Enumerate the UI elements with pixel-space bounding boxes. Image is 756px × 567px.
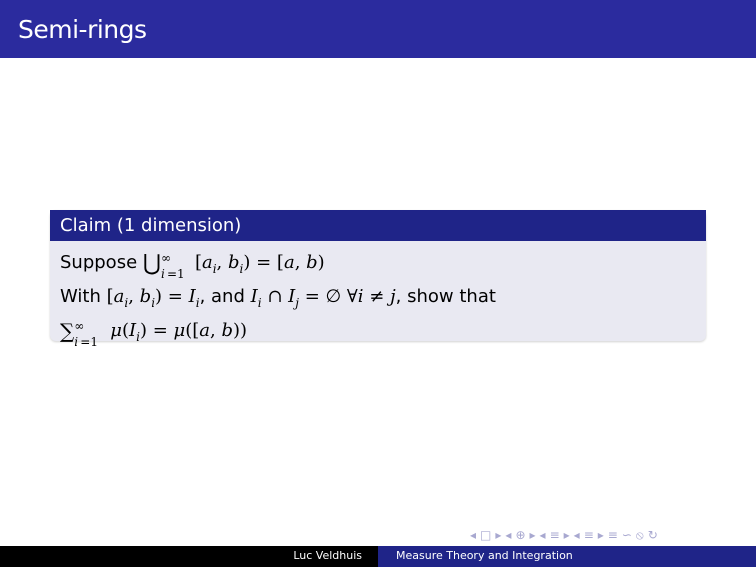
footer-author: Luc Veldhuis [293, 549, 362, 562]
interval-formula: [$a_i$, $b_i) = I_i$ [106, 286, 200, 310]
nav-symbol[interactable]: ◂ [505, 528, 512, 542]
nav-symbol[interactable]: ⊕ [515, 528, 526, 542]
nav-symbol[interactable]: ▸ [495, 528, 502, 542]
claim-line-2 [60, 283, 696, 317]
disjoint-formula: $I_i$ ∩ $I_j$ = ∅ ∀i ≠ j [250, 286, 396, 310]
nav-symbol[interactable]: ▸ [597, 528, 604, 542]
frame-title-bar [0, 0, 756, 58]
footer-talk-title: Measure Theory and Integration [396, 549, 573, 562]
sum-formula: ∑ ∞ i =1 $\mu(I_i) = \mu([a$, b)) [60, 319, 248, 349]
nav-symbol[interactable]: ▸ [529, 528, 536, 542]
nav-symbol[interactable]: ⦸ [635, 528, 644, 542]
claim-line-2-prefix: With [60, 286, 101, 307]
nav-symbol[interactable]: ◂ [470, 528, 477, 542]
claim-line-1-prefix: Suppose [60, 252, 138, 273]
nav-symbol[interactable]: ◂ [573, 528, 580, 542]
nav-symbol[interactable]: ≡ [607, 528, 618, 542]
nav-symbol[interactable]: ▸ [563, 528, 570, 542]
claim-line-1 [60, 249, 696, 283]
footer-author-section [0, 546, 378, 567]
beamer-navigation-symbols[interactable] [470, 528, 750, 544]
nav-symbol[interactable]: □ [480, 528, 492, 542]
nav-symbol[interactable]: ≡ [549, 528, 560, 542]
claim-line-2-suffix: , show that [395, 286, 496, 307]
union-formula: ⋃ ∞ i =1 [$a_i$, $b_i) = [a$, b) [142, 251, 325, 281]
claim-line-2-and: , and [199, 286, 245, 307]
footer-title-section [378, 546, 756, 567]
claim-line-3 [60, 317, 696, 351]
claim-block-title: Claim (1 dimension) [50, 210, 706, 241]
footer-bar [0, 546, 756, 567]
nav-symbol[interactable]: ∽ [621, 528, 632, 542]
nav-symbol[interactable]: ≡ [583, 528, 594, 542]
nav-symbol[interactable]: ↻ [647, 528, 658, 542]
claim-block [50, 210, 706, 349]
nav-symbol[interactable]: ◂ [539, 528, 546, 542]
claim-block-body [50, 241, 706, 351]
slide-title: Semi-rings [18, 15, 147, 44]
